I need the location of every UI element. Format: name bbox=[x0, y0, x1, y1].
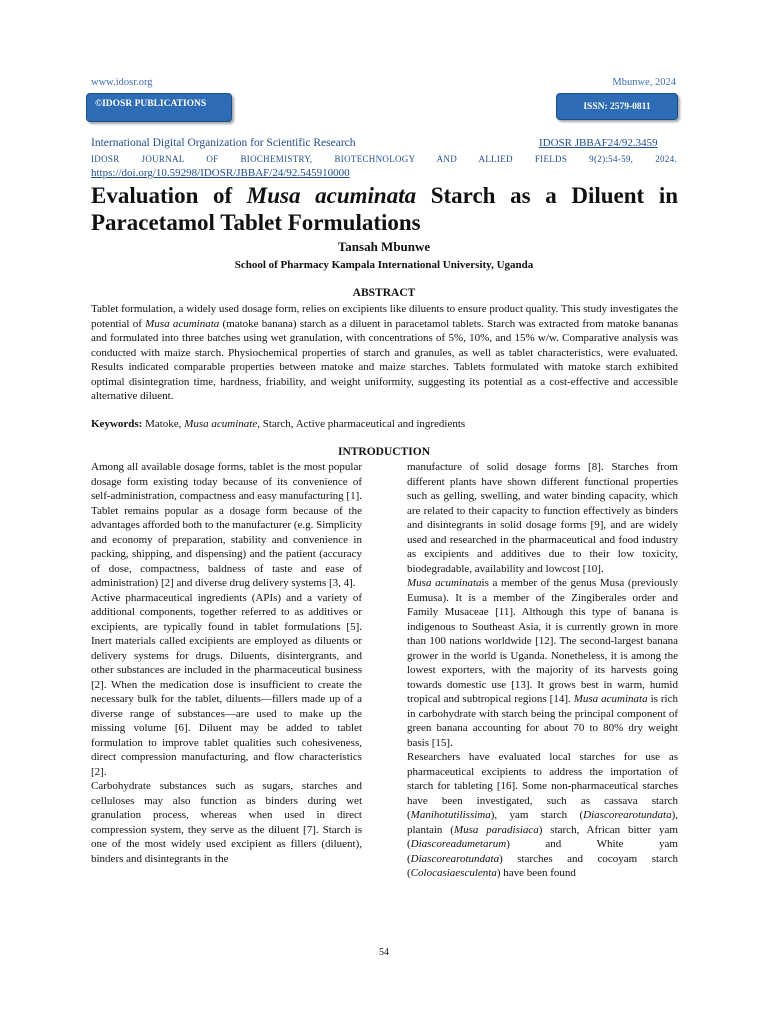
keywords-part-2: , Starch, Active pharmaceutical and ingredients bbox=[257, 418, 466, 430]
keywords-label: Keywords: bbox=[91, 418, 143, 430]
reference-code-link[interactable]: IDOSR JBBAF24/92.3459 bbox=[539, 137, 658, 149]
intro-paragraph-2: Active pharmaceutical ingredients (APIs) and a variety of additional components, together referred to as additives or excipients, are typically found in tablet formulations [5]. Inert materials called excipients are employed as diluents or delivery systems for drugs. Diluents, disintergrants, and other substances are included in the pharmaceutical business [2]. When the medication dose is insufficient to create the necessary bulk for the tablet, diluents—fillers made up of a diverse range of substances—are used to make up the missing volume [6]. Diluent may be added to tablet formulation to improve tablet qualities such cohesiveness, direct compression manufacturing, and flow characteristics [2]. bbox=[91, 591, 362, 778]
doi-link[interactable]: https://doi.org/10.59298/IDOSR/JBBAF/24/92.545910000 bbox=[91, 167, 350, 179]
keywords-part-1: Matoke, bbox=[142, 418, 185, 430]
intro-paragraph-5 bbox=[407, 576, 678, 750]
keywords-italic: Musa acuminate bbox=[184, 418, 258, 430]
p5-part-2: is rich in carbohydrate with starch being the principal component of green banana accounting for about 70 to 80% dry weight basis [15]. bbox=[407, 693, 678, 749]
abstract-italic: Musa acuminata bbox=[145, 317, 220, 330]
introduction-heading: INTRODUCTION bbox=[337, 446, 430, 458]
abstract-part-2: (matoke banana) starch as a diluent in paracetamol tablets. Starch was extracted from matoke bananas and formulated into three batches using wet granulation, with concentrations of 5%, 10%, and 15% w/w. Comparative analysis was conducted with maize starch. Physiochemical properties of starch and granules, as well as tablet characteristics, were evaluated. Results indicated comparable properties between matoke and maize starches. Tablets formulated with matoke starch exhibited optimal disintegration time, hardness, friability, and weight uniformity, suggesting its potential as a cost-effective and accessible alternative diluent. bbox=[91, 317, 678, 402]
issn-badge: ISSN: 2579-0811 bbox=[556, 93, 678, 120]
p6-italic-2: Diascorearotundata bbox=[583, 809, 672, 821]
article-title bbox=[91, 182, 678, 236]
p6-b: ), yam starch ( bbox=[490, 809, 584, 821]
site-url[interactable]: www.idosr.org bbox=[91, 77, 153, 88]
p6-f: ) starches and cocoyam starch ( bbox=[407, 852, 678, 879]
p6-italic-4: Diascoreadumetarum bbox=[410, 838, 507, 850]
abstract-part-1: Tablet formulation, a widely used dosage form, relies on excipients like diluents to ensure product quality. This study investigates the potential of bbox=[91, 303, 678, 330]
title-part-2: Starch as a Diluent in Paracetamol Tablet Formulations bbox=[91, 183, 678, 235]
p6-e: ) and White yam ( bbox=[407, 838, 678, 865]
page-number: 54 bbox=[379, 947, 389, 958]
organization-name: International Digital Organization for Scientific Research bbox=[91, 137, 356, 149]
p5-part-1: is a member of the genus Musa (previously Eumusa). It is a member of the Zingiberales order and Family Musaceae [11]. Although this type of banana is indigenous to Southeast Asia, it is currently grown in more than 100 nations worldwide [12]. The second-largest banana grower in the world is Uganda. Nonetheless, it is among the lowest exporters, with the majority of its harvests going towards domestic use [13]. It grows best in warm, humid tropical and subtropical regions [14]. bbox=[407, 577, 678, 705]
p6-g: ) have been found bbox=[496, 867, 576, 879]
p6-c: ), plantain ( bbox=[407, 809, 678, 836]
p6-italic-3: Musa paradisiaca bbox=[453, 823, 539, 836]
intro-paragraph-4: manufacture of solid dosage forms [8]. Starches from different plants have shown different functional properties such as gelling, swelling, and water binding capacity, which are related to their capacity to function effectively as binders and disintegrants in solid dosage forms [9], and are widely used and researched in the pharmaceutical and food industry as excipients and additives due to their low toxicity, biodegradable, availability and lowcost [10]. bbox=[407, 461, 678, 575]
title-italic-species: Musa acuminata bbox=[246, 183, 417, 208]
title-part-1: Evaluation of bbox=[91, 183, 247, 208]
intro-paragraph-1: Among all available dosage forms, tablet is the most popular dosage form existing today because of its convenience of self-administration, compactness and easy manufacturing [1]. Tablet remains popular as a dosage form because of the advantages afforded both to the manufacturer (e.g. Simplicity and economy of preparation, stability and convenience in packing, shipping, and dispensing) and the patient (accuracy of dose, compactness, baldness of taste and ease of administration) [2] and diverse drug delivery systems [3, 4]. bbox=[91, 461, 362, 589]
author-name: Tansah Mbunwe bbox=[337, 239, 431, 254]
abstract-text bbox=[91, 302, 678, 404]
abstract-heading: ABSTRACT bbox=[352, 287, 416, 299]
p6-d: ) starch, African bitter yam ( bbox=[407, 823, 678, 850]
keywords bbox=[91, 417, 678, 432]
author-affiliation: School of Pharmacy Kampala International University, Uganda bbox=[234, 259, 534, 271]
journal-line: IDOSR JOURNAL OF BIOCHEMISTRY, BIOTECHNOLOGY AND ALLIED FIELDS 9(2):54-59, 2024. bbox=[91, 154, 677, 164]
publisher-badge: ©IDOSR PUBLICATIONS bbox=[86, 93, 232, 122]
species-italic-2: Musa acuminata bbox=[573, 693, 648, 705]
p6-italic-5: Diascorearotundata bbox=[410, 852, 500, 865]
intro-paragraph-6 bbox=[407, 750, 678, 881]
species-italic: Musa acuminata bbox=[407, 577, 482, 589]
intro-paragraph-3: Carbohydrate substances such as sugars, starches and celluloses may also function as binders during wet granulation process, whereas when used in direct compression system, they serve as the diluent [7]. Starch is one of the most widely used excipient as fillers (diluent), binders and disintegrants in the bbox=[91, 780, 362, 865]
intro-right-column bbox=[407, 460, 678, 881]
author-year: Mbunwe, 2024 bbox=[612, 77, 676, 88]
p6-a: Researchers have evaluated local starches for use as pharmaceutical excipients to address the importation of starch for tableting [16]. Some non-pharmaceutical starches have been investigated, such as cassava starch ( bbox=[407, 751, 678, 821]
p6-italic-6: Colocasiaesculenta bbox=[410, 867, 497, 879]
intro-left-column bbox=[91, 460, 362, 866]
p6-italic-1: Manihotutilissima bbox=[410, 809, 491, 821]
